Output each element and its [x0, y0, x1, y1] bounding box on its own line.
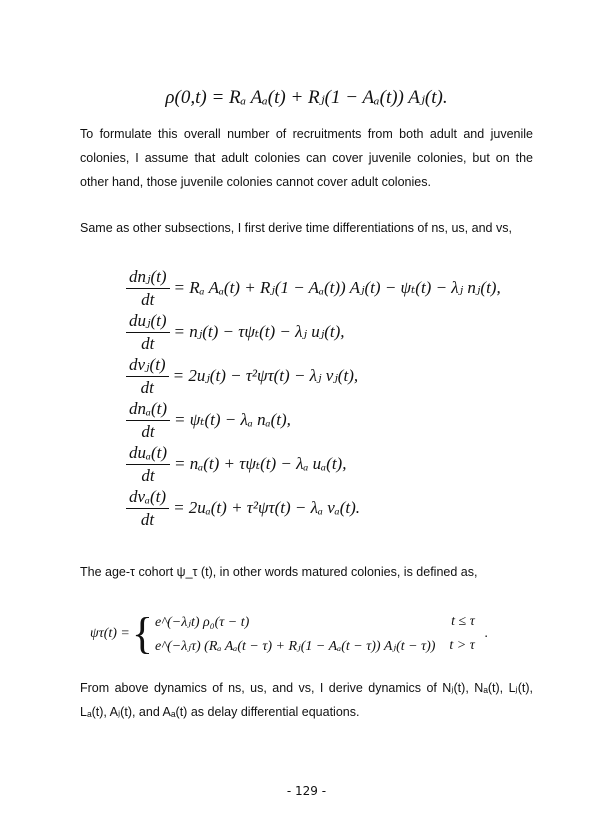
paragraph-derivation — [80, 216, 533, 240]
rhs: = Rₐ Aₐ(t) + Rⱼ(1 − Aₐ(t)) Aⱼ(t) − ψₜ(t) − λⱼ nⱼ(t), — [173, 278, 501, 297]
piecewise-cases — [155, 610, 475, 658]
denominator: dt — [140, 509, 155, 529]
text-line: juvenile colonies, I assume that adult colonies can cover juvenile colonies, — [80, 127, 533, 165]
numerator: dnₐ(t) — [126, 399, 170, 421]
numerator: duₐ(t) — [126, 443, 170, 465]
case-row — [155, 610, 475, 634]
case-expression: e^(−λⱼt) ρ₀(τ − t) — [155, 614, 250, 630]
equation-dva — [126, 486, 533, 530]
text-line: vs, — [495, 221, 512, 235]
numerator: duⱼ(t) — [126, 311, 170, 333]
text-line: To formulate this overall number of recruitments from both adult and — [80, 127, 485, 141]
rhs: = ψₜ(t) − λₐ nₐ(t), — [174, 410, 291, 429]
paragraph-assumption — [80, 122, 533, 194]
paragraph-delay — [80, 676, 533, 724]
equation-dvj — [126, 354, 533, 398]
rhs: = 2uⱼ(t) − τ²ψτ(t) − λⱼ vⱼ(t), — [172, 366, 359, 385]
initial-condition-equation: ρ(0,t) = Rₐ Aₐ(t) + Rⱼ(1 − Aₐ(t)) Aⱼ(t). — [165, 87, 448, 108]
rhs: = nₐ(t) + τψₜ(t) − λₐ uₐ(t), — [174, 454, 347, 473]
denominator: dt — [141, 289, 155, 309]
numerator: dvⱼ(t) — [126, 355, 169, 377]
case-condition: t > τ — [449, 638, 475, 653]
piecewise-period: . — [484, 626, 489, 641]
rhs: = nⱼ(t) − τψₜ(t) − λⱼ uⱼ(t), — [173, 322, 345, 341]
denominator: dt — [141, 421, 155, 441]
equation-dnj — [126, 266, 533, 310]
equation-dna — [126, 398, 533, 442]
equation-duj — [126, 310, 533, 354]
text-line: Same as other subsections, I first derive time differentiations of ns, us, and — [80, 221, 493, 235]
page-number: - 129 - — [286, 784, 327, 798]
piecewise-equation — [90, 610, 533, 658]
denominator: dt — [141, 333, 155, 353]
case-expression: e^(−λⱼτ) (Rₐ Aₐ(t − τ) + Rⱼ(1 − Aₐ(t − τ)) Aⱼ(t − τ)) — [155, 638, 436, 654]
numerator: dvₐ(t) — [126, 487, 169, 509]
piecewise-lhs: ψτ(t) = — [90, 626, 130, 641]
denominator: dt — [140, 377, 154, 397]
text-line: but on the other hand, those juvenile colonies cannot cover adult colonies. — [80, 151, 533, 189]
rhs: = 2uₐ(t) + τ²ψτ(t) − λₐ vₐ(t). — [173, 498, 361, 517]
paragraph-cohort: The age-τ cohort ψ_τ (t), in other words matured colonies, is defined as, — [80, 565, 478, 579]
numerator: dnⱼ(t) — [126, 267, 170, 289]
text-line: From above dynamics of ns, us, and vs, I derive dynamics of Nⱼ(t), Nₐ(t), — [80, 681, 504, 695]
denominator: dt — [141, 465, 155, 485]
left-brace-icon: { — [131, 609, 153, 658]
equation-dua — [126, 442, 533, 486]
case-condition: t ≤ τ — [451, 614, 475, 629]
case-row — [155, 634, 475, 658]
text-line: Lⱼ(t), Lₐ(t), Aⱼ(t), and Aₐ(t) as delay differential equations. — [80, 681, 533, 719]
differential-equations — [126, 266, 533, 530]
